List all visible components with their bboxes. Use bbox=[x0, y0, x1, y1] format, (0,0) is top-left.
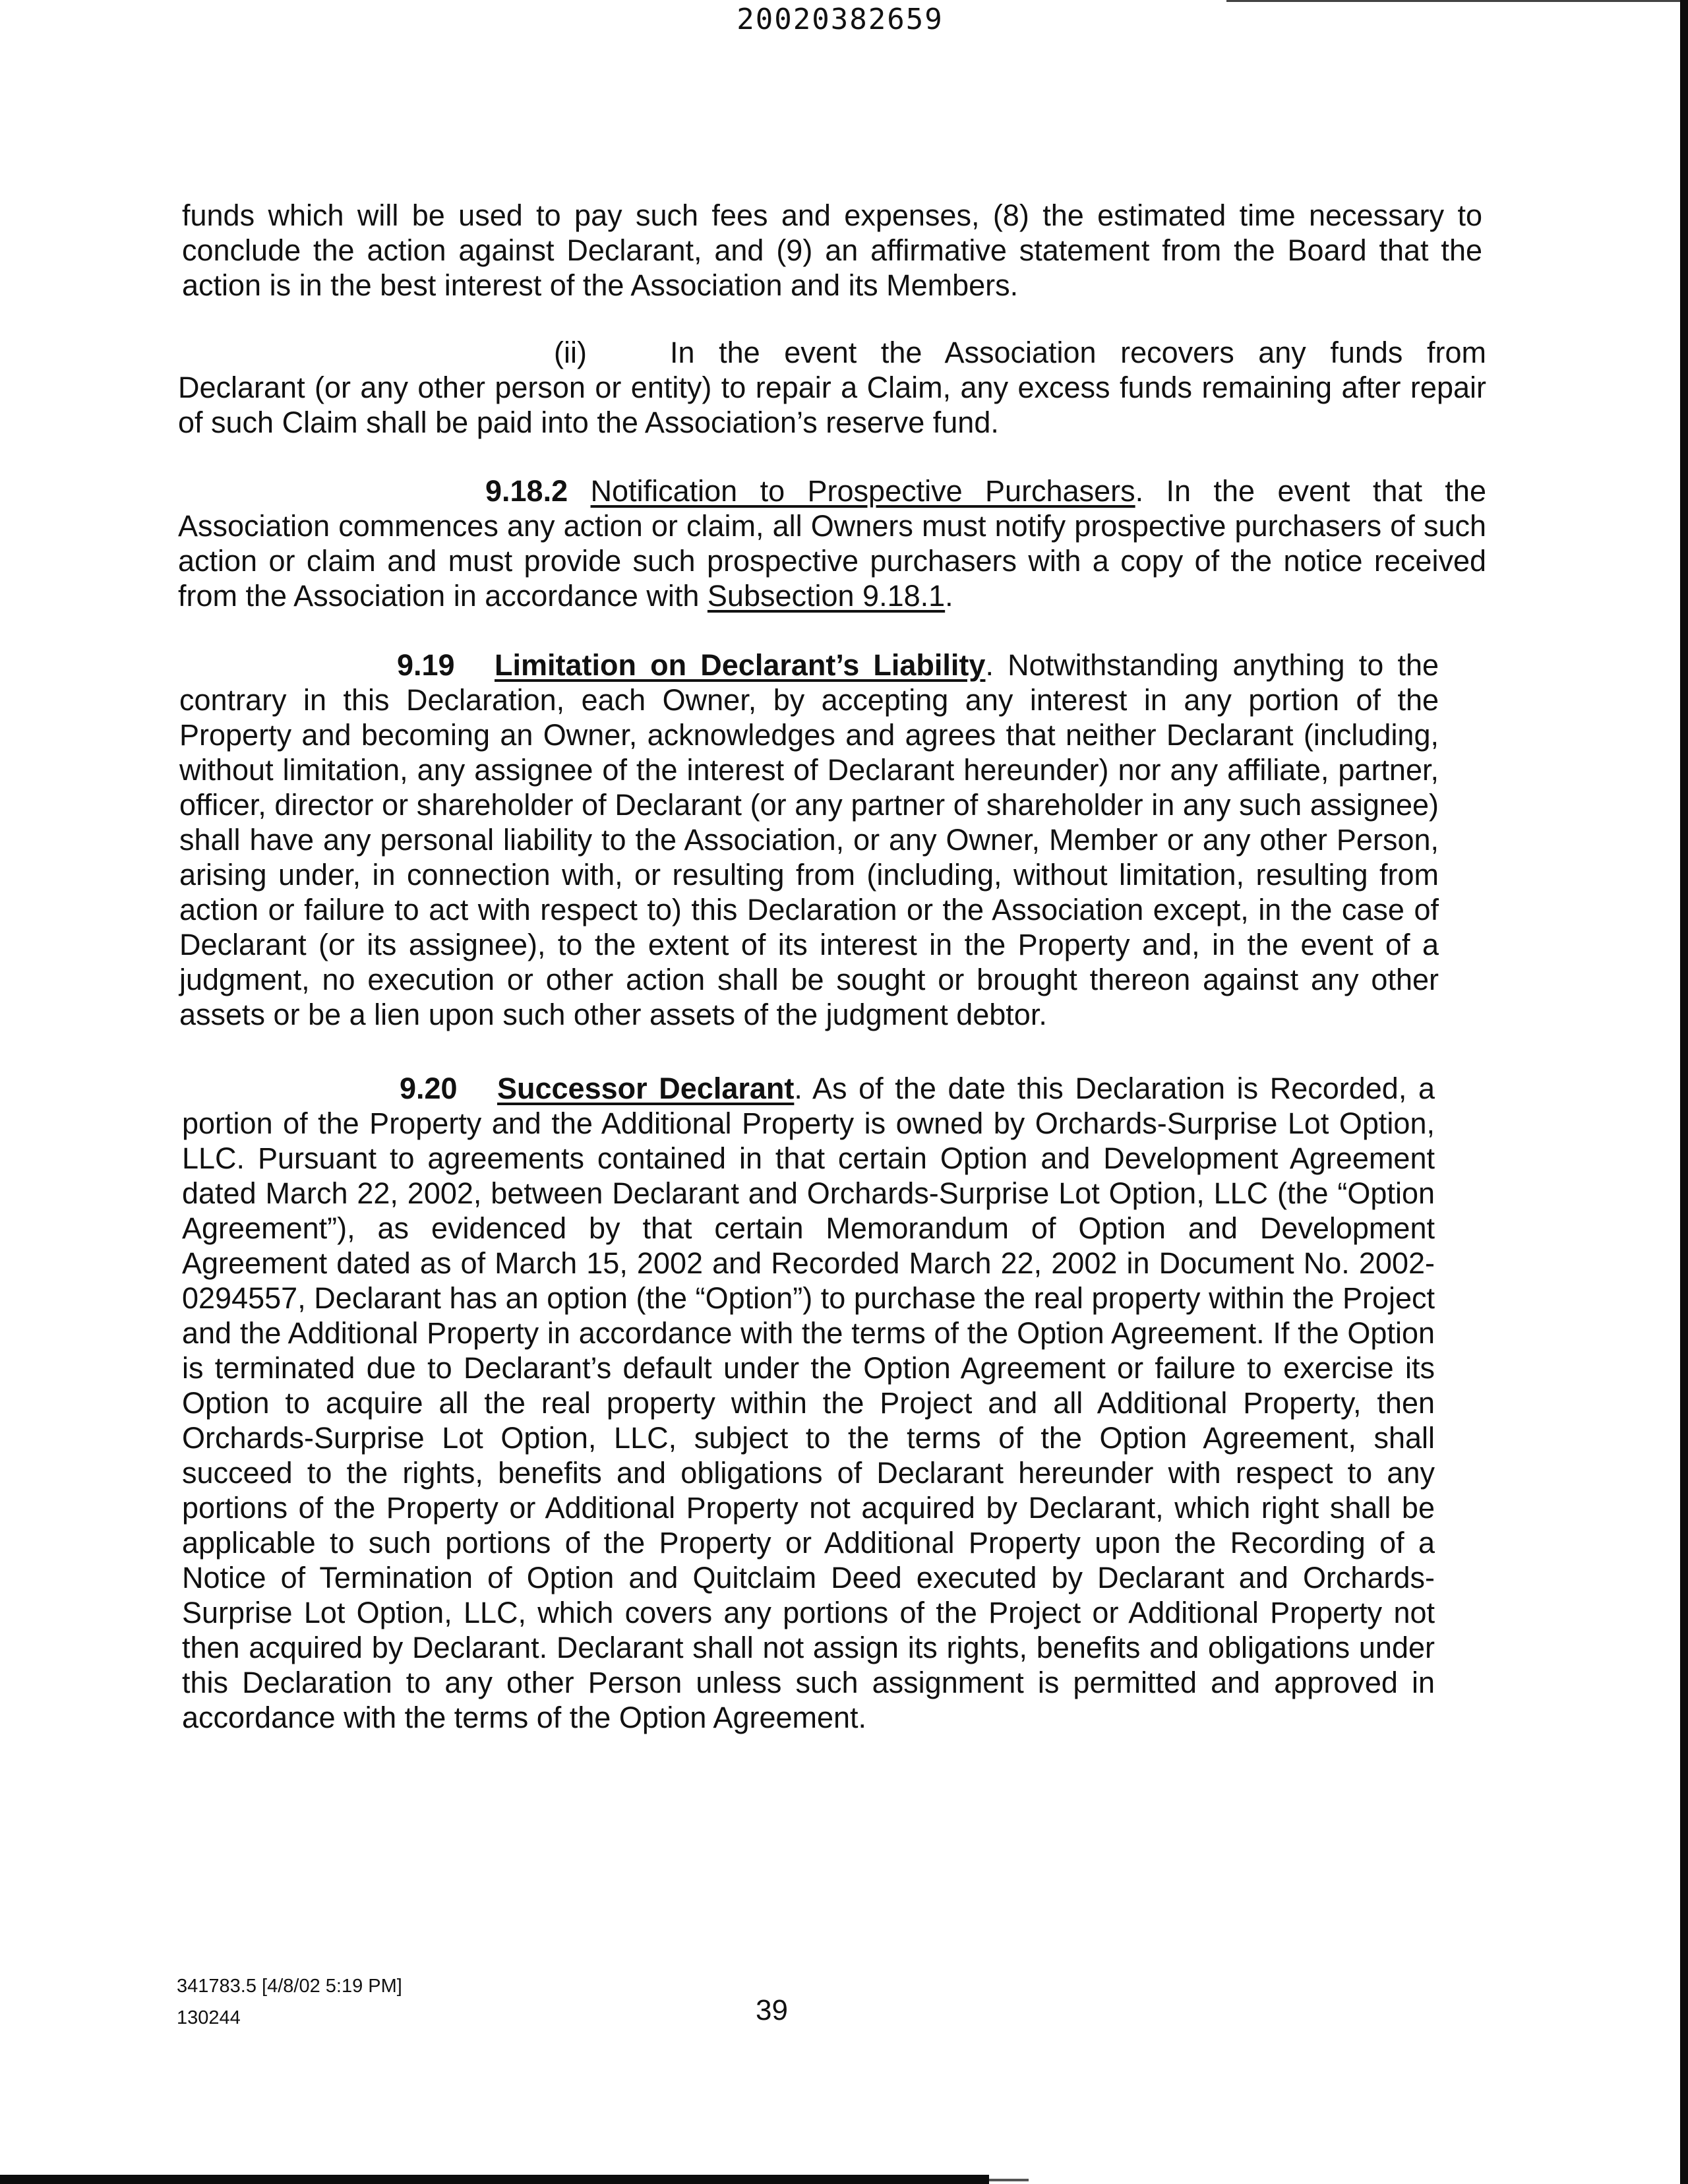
footer-client-id: 130244 bbox=[177, 2007, 241, 2028]
paragraph-marker: (ii) bbox=[554, 336, 587, 369]
section-text: . As of the date this Declaration is Recorded, a portion of the Property and the Additional Property is owned by Orchards-Surprise Lot Option, LLC. Pursuant to agreements contained in that certain Option and Development Agreement dated March 22, 2002, between Declarant and Orchards-Surprise Lot Option, LLC (the “Option Agreement”), as evidenced by that certain Memorandum of Option and Development Agreement dated as of March 15, 2002 and Recorded March 22, 2002 in Document No. 2002-0294557, Declarant has an option (the “Option”) to purchase the real property within the Project and the Additional Property in accordance with the terms of the Option Agreement. If the Option is terminated due to Declarant’s default under the Option Agreement or failure to exercise its Option to acquire all the real property within the Project and all Additional Property, then Orchards-Surprise Lot Option, LLC, subject to the terms of the Option Agreement, shall succeed to the rights, benefits and obligations of Declarant hereunder with respect to any portions of the Property or Additional Property not acquired by Declarant, which right shall be applicable to such portions of the Property or Additional Property upon the Recording of a Notice of Termination of Option and Quitclaim Deed executed by Declarant and Orchards-Surprise Lot Option, LLC, which covers any portions of the Project or Additional Property not then acquired by Declarant. Declarant shall not assign its rights, benefits and obligations under this Declaration to any other Person unless such assignment is permitted and approved in accordance with the terms of the Option Agreement. bbox=[182, 1072, 1435, 1734]
section-9-18-2 bbox=[178, 473, 1486, 613]
section-9-20 bbox=[182, 1071, 1435, 1735]
section-heading: Successor Declarant bbox=[497, 1072, 795, 1105]
paragraph-ii bbox=[178, 335, 1486, 440]
paragraph-text: In the event the Association recovers any funds from Declarant (or any other person or entity) to repair a Claim, any excess funds remaining after repair of such Claim shall be paid into the Association’s reserve fund. bbox=[178, 336, 1486, 439]
section-text-end: . bbox=[945, 579, 953, 613]
recording-number: 20020382659 bbox=[737, 3, 944, 36]
scan-bottom-edge bbox=[0, 2175, 989, 2184]
section-heading: Limitation on Declarant’s Liability bbox=[495, 648, 986, 682]
section-number: 9.20 bbox=[400, 1072, 458, 1105]
page-number: 39 bbox=[756, 1994, 788, 2026]
section-heading: Notification to Prospective Purchasers bbox=[590, 474, 1135, 508]
section-9-19 bbox=[179, 648, 1439, 1032]
subsection-reference: Subsection 9.18.1 bbox=[707, 579, 946, 613]
scan-top-edge bbox=[1226, 0, 1681, 2]
section-text: . Notwithstanding anything to the contrary in this Declaration, each Owner, by accepting any interest in any portion of the Property and becoming an Owner, acknowledges and agrees that neither Declarant (including, without limitation, any assignee of the interest of Declarant hereunder) nor any affiliate, partner, officer, director or shareholder of Declarant (or any partner of shareholder in any such assignee) shall have any personal liability to the Association, or any Owner, Member or any other Person, arising under, in connection with, or resulting from (including, without limitation, resulting from action or failure to act with respect to) this Declaration or the Association except, in the case of Declarant (or its assignee), to the extent of its interest in the Property and, in the event of a judgment, no execution or other action shall be sought or brought thereon against any other assets or be a lien upon such other assets of the judgment debtor. bbox=[179, 648, 1439, 1031]
scan-right-edge bbox=[1680, 0, 1688, 2184]
paragraph-continuation: funds which will be used to pay such fees and expenses, (8) the estimated time necessary to conclude the action against Declarant, and (9) an affirmative statement from the Board that the action is in the best interest of the Association and its Members. bbox=[182, 198, 1482, 302]
section-text: . In the event that the Association commences any action or claim, all Owners must notify prospective purchasers of such action or claim and must provide such prospective purchasers with a copy of the notice received from the Association in accordance with bbox=[178, 474, 1486, 613]
footer-document-id: 341783.5 [4/8/02 5:19 PM] bbox=[177, 1976, 402, 1997]
section-number: 9.19 bbox=[397, 648, 455, 682]
scan-bottom-edge-tail bbox=[989, 2179, 1029, 2181]
section-number: 9.18.2 bbox=[485, 474, 568, 508]
